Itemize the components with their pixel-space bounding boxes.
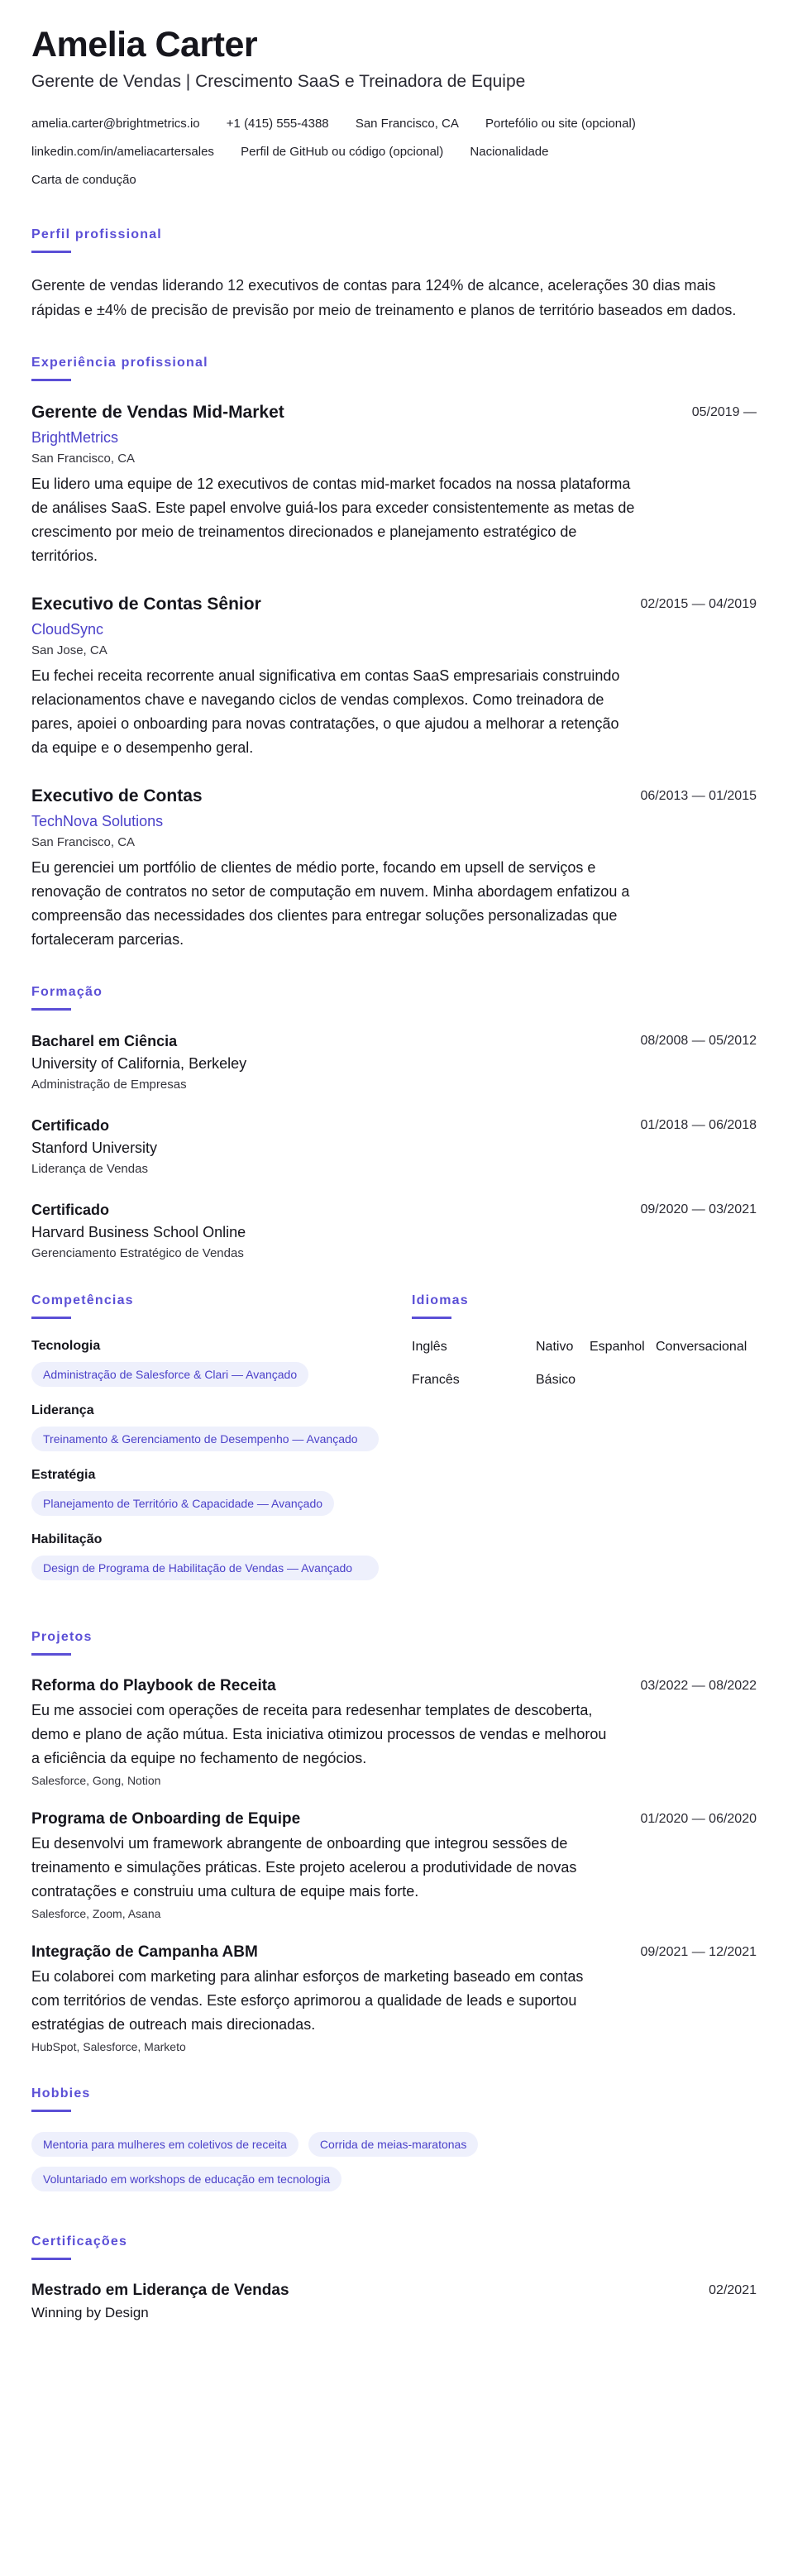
job-date: 06/2013 — 01/2015 (640, 789, 757, 804)
project-title: Integração de Campanha ABM (31, 1943, 258, 1962)
section-divider (31, 1317, 71, 1319)
job-description: Eu lidero uma equipe de 12 executivos de contas mid-market focados na nossa plataforma de análises SaaS. Este papel envolve guiá-los para exceder consistentemente as metas de crescimento por meio de treinamentos direcionados e planejamento estratégico de territórios. (31, 476, 635, 565)
section-divider (31, 251, 71, 253)
language-name: Inglês (412, 1340, 447, 1355)
contact-github[interactable]: Perfil de GitHub ou código (opcional) (241, 145, 444, 160)
certifications-section (31, 2234, 757, 2321)
skill-pill: Planejamento de Território & Capacidade — Avançado (31, 1491, 334, 1516)
cert-title: Mestrado em Liderança de Vendas (31, 2282, 289, 2300)
cert-date: 02/2021 (709, 2283, 757, 2298)
section-title: Experiência profissional (31, 356, 208, 370)
hobbies-section (31, 2086, 757, 2201)
experience-entry (31, 785, 757, 952)
skill-category: Liderança (31, 1403, 94, 1418)
section-title: Formação (31, 985, 103, 1000)
project-tech: HubSpot, Salesforce, Marketo (31, 2040, 186, 2054)
section-divider (31, 379, 71, 381)
project-entry (31, 1942, 757, 2053)
job-date: 02/2015 — 04/2019 (640, 597, 757, 612)
edu-degree: Certificado (31, 1202, 110, 1219)
contact-driving-license: Carta de condução (31, 173, 136, 188)
skill-group (31, 1339, 380, 1387)
cert-issuer: Winning by Design (31, 2305, 149, 2321)
section-divider (31, 2110, 71, 2112)
job-company: CloudSync (31, 621, 104, 638)
resume-header (31, 25, 757, 194)
education-entry (31, 1030, 757, 1092)
job-location: San Francisco, CA (31, 835, 136, 850)
job-role: Executivo de Contas (31, 786, 203, 806)
section-title: Projetos (31, 1630, 93, 1645)
contact-location: San Francisco, CA (355, 117, 459, 131)
education-entry (31, 1115, 757, 1176)
language-level: Básico (536, 1373, 576, 1388)
section-title: Idiomas (412, 1293, 469, 1308)
section-divider (31, 1008, 71, 1011)
job-location: San Jose, CA (31, 643, 107, 658)
edu-degree: Bacharel em Ciência (31, 1033, 178, 1050)
language-row (412, 1372, 757, 1388)
language-level: Conversacional (656, 1340, 747, 1355)
project-description: Eu me associei com operações de receita para redesenhar templates de descoberta, demo e plano de ação mútua. Esta iniciativa otimizou processos de vendas e melhorou a eficiência da equipe no fechamento de negócios. (31, 1702, 607, 1767)
job-role: Executivo de Contas Sênior (31, 595, 261, 614)
skill-group (31, 1468, 380, 1516)
experience-entry (31, 593, 757, 760)
contact-list (31, 110, 757, 194)
experience-entry (31, 401, 757, 568)
skill-pill: Design de Programa de Habilitação de Vendas — Avançado (31, 1556, 379, 1580)
project-description: Eu colaborei com marketing para alinhar esforços de marketing baseado em contas com territórios de vendas. Este esforço aprimorou a qualidade de leads e suportou estratégias de outreach mais direcionadas. (31, 1968, 584, 2034)
experience-section (31, 356, 757, 952)
job-company: TechNova Solutions (31, 813, 164, 830)
skills-column (31, 1293, 380, 1597)
contact-phone[interactable]: +1 (415) 555-4388 (226, 117, 329, 131)
skills-languages-section (31, 1293, 757, 1597)
project-date: 03/2022 — 08/2022 (640, 1679, 757, 1694)
languages-column (412, 1293, 757, 1597)
edu-field: Gerenciamento Estratégico de Vendas (31, 1246, 244, 1261)
project-date: 09/2021 — 12/2021 (640, 1945, 757, 1960)
section-divider (31, 2258, 71, 2260)
contact-email[interactable]: amelia.carter@brightmetrics.io (31, 117, 200, 131)
section-title: Competências (31, 1293, 134, 1308)
project-entry (31, 1809, 757, 1920)
section-title: Certificações (31, 2234, 128, 2249)
edu-school: University of California, Berkeley (31, 1055, 247, 1073)
project-title: Programa de Onboarding de Equipe (31, 1810, 301, 1828)
section-title: Perfil profissional (31, 227, 162, 242)
project-title: Reforma do Playbook de Receita (31, 1677, 276, 1695)
contact-nationality: Nacionalidade (470, 145, 549, 160)
hobby-pill: Mentoria para mulheres em coletivos de receita (31, 2132, 298, 2157)
certification-entry (31, 2280, 757, 2321)
skill-group (31, 1532, 380, 1580)
skill-pill: Administração de Salesforce & Clari — Avançado (31, 1362, 308, 1387)
edu-field: Liderança de Vendas (31, 1162, 148, 1177)
edu-degree: Certificado (31, 1117, 110, 1135)
candidate-name: Amelia Carter (31, 25, 258, 65)
hobby-pill: Corrida de meias-maratonas (308, 2132, 478, 2157)
edu-date: 01/2018 — 06/2018 (640, 1118, 757, 1133)
language-name: Francês (412, 1373, 460, 1388)
education-entry (31, 1199, 757, 1260)
language-level: Nativo (536, 1340, 574, 1355)
contact-portfolio[interactable]: Portefólio ou site (opcional) (485, 117, 636, 131)
hobby-pill: Voluntariado em workshops de educação em tecnologia (31, 2167, 341, 2191)
section-divider (412, 1317, 451, 1319)
skill-pill: Treinamento & Gerenciamento de Desempenho — Avançado (31, 1427, 379, 1451)
profile-section (31, 227, 757, 323)
project-description: Eu desenvolvi um framework abrangente de onboarding que integrou sessões de treinamento e simulações práticas. Este projeto acelerou a produtividade de novas contratações e construiu uma cultura de equipe mais forte. (31, 1835, 577, 1900)
section-divider (31, 1653, 71, 1656)
project-tech: Salesforce, Gong, Notion (31, 1774, 161, 1788)
edu-school: Harvard Business School Online (31, 1224, 246, 1241)
skill-category: Habilitação (31, 1532, 103, 1547)
projects-section (31, 1630, 757, 2053)
project-date: 01/2020 — 06/2020 (640, 1812, 757, 1827)
edu-date: 08/2008 — 05/2012 (640, 1034, 757, 1049)
job-company: BrightMetrics (31, 429, 119, 447)
skill-category: Estratégia (31, 1468, 96, 1483)
job-location: San Francisco, CA (31, 452, 136, 466)
project-tech: Salesforce, Zoom, Asana (31, 1907, 161, 1921)
project-entry (31, 1675, 757, 1787)
profile-summary: Gerente de vendas liderando 12 executivos de contas para 124% de alcance, acelerações 30 dias mais rápidas e ±4% de precisão de previsão por meio de treinamento e planos de território baseados em dados. (31, 277, 737, 319)
education-section (31, 985, 757, 1260)
job-date: 05/2019 — (691, 405, 757, 420)
skill-group (31, 1403, 380, 1451)
job-role: Gerente de Vendas Mid-Market (31, 403, 284, 423)
edu-field: Administração de Empresas (31, 1078, 187, 1092)
job-description: Eu fechei receita recorrente anual significativa em contas SaaS empresariais construindo relacionamentos chave e navegando ciclos de vendas complexos. Como treinadora de pares, apoiei o onboarding para novas contratações, o que ajudou a melhorar a retenção da equipe e o desempenho geral. (31, 667, 620, 757)
language-row (412, 1339, 757, 1355)
contact-linkedin[interactable]: linkedin.com/in/ameliacartersales (31, 145, 214, 160)
job-description: Eu gerenciei um portfólio de clientes de médio porte, focando em upsell de serviços e renovação de contratos no setor de computação em nuvem. Minha abordagem enfatizou a compreensão das necessidades dos clientes para entregar soluções personalizadas que fortaleceram parcerias. (31, 859, 630, 949)
language-name: Espanhol (590, 1340, 645, 1355)
candidate-headline: Gerente de Vendas | Crescimento SaaS e Treinadora de Equipe (31, 72, 526, 92)
section-title: Hobbies (31, 2086, 91, 2101)
edu-school: Stanford University (31, 1140, 158, 1157)
edu-date: 09/2020 — 03/2021 (640, 1202, 757, 1217)
skill-category: Tecnologia (31, 1339, 101, 1354)
